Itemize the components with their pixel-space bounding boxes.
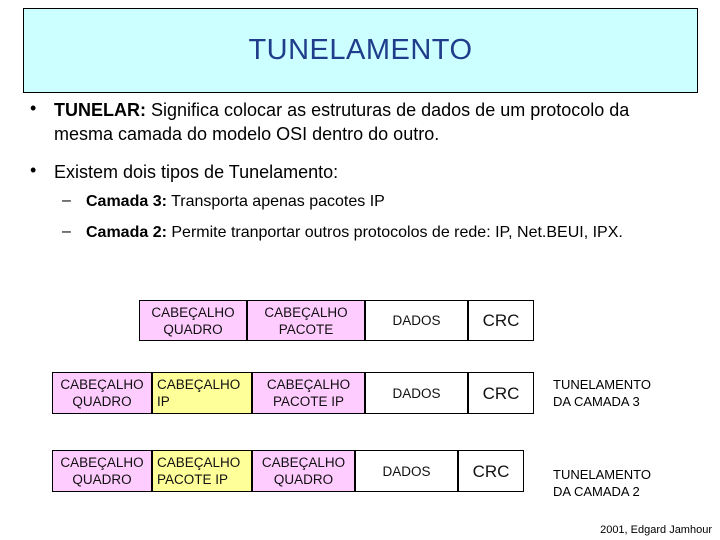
bullet-text-line2: mesma camada do modelo OSI dentro do outro. <box>54 124 440 144</box>
subbullet-term: Camada 3: <box>86 193 167 210</box>
subbullet-term: Camada 2: <box>86 224 167 241</box>
crc-cell: CRC <box>468 372 534 414</box>
subbullet-dash: – <box>62 192 71 209</box>
frame-header-cell: CABEÇALHO QUADRO <box>52 450 152 492</box>
ip-packet-header-cell: CABEÇALHO PACOTE IP <box>152 450 252 492</box>
data-cell: DADOS <box>365 372 468 414</box>
subbullet-text: Transporta apenas pacotes IP <box>166 193 385 210</box>
subbullet-dash: – <box>62 223 71 240</box>
ip-header-cell: CABEÇALHO IP <box>152 372 252 414</box>
ip-packet-header-cell: CABEÇALHO PACOTE IP <box>252 372 365 414</box>
bullet-dot: • <box>30 98 37 118</box>
bullet-tipos: Existem dois tipos de Tunelamento: <box>54 162 339 182</box>
footer-credit: 2001, Edgard Jamhour <box>600 524 712 536</box>
data-cell: DADOS <box>355 450 458 492</box>
page-title: TUNELAMENTO <box>248 34 473 66</box>
subbullet-camada2 <box>86 223 623 243</box>
packet-header-cell: CABEÇALHO PACOTE <box>247 300 365 341</box>
title-box <box>23 8 698 93</box>
frame-header-cell: CABEÇALHO QUADRO <box>52 372 152 414</box>
bullet-tunelar <box>54 98 714 122</box>
inner-frame-header-cell: CABEÇALHO QUADRO <box>252 450 355 492</box>
layer2-tunnel-label: TUNELAMENTO DA CAMADA 2 <box>553 467 651 499</box>
layer3-tunnel-label: TUNELAMENTO DA CAMADA 3 <box>553 377 651 409</box>
crc-cell: CRC <box>468 300 534 341</box>
bullet-text-line1: Significa colocar as estruturas de dados de um protocolo da <box>146 100 630 120</box>
subbullet-text: Permite tranportar outros protocolos de rede: IP, Net.BEUI, IPX. <box>166 224 623 241</box>
bullet-dot: • <box>30 160 37 180</box>
bullet-term: TUNELAR: <box>54 100 146 120</box>
data-cell: DADOS <box>365 300 468 341</box>
crc-cell: CRC <box>458 450 524 492</box>
subbullet-camada3 <box>86 192 385 212</box>
frame-header-cell: CABEÇALHO QUADRO <box>139 300 247 341</box>
